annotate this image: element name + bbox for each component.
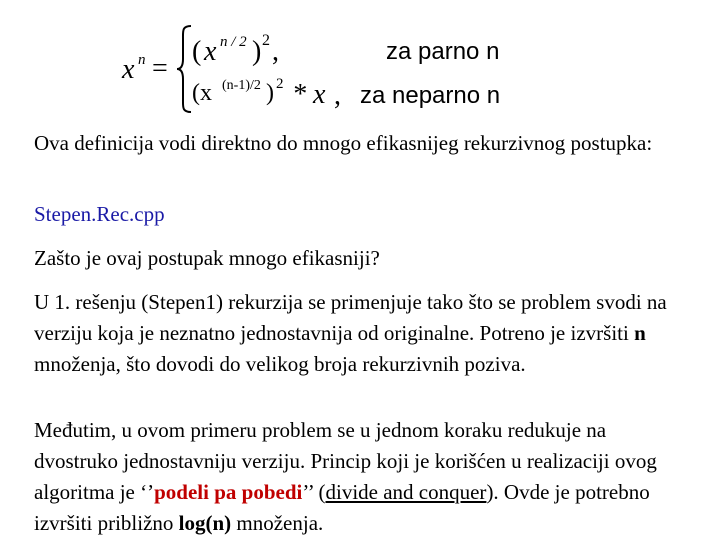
divide-conquer-tail: množenja. bbox=[231, 511, 324, 535]
case2-operator: * x bbox=[292, 79, 326, 110]
log-n-multiplications: log(n) bbox=[178, 511, 232, 535]
paragraph-question: Zašto je ovaj postupak mnogo efikasniji? bbox=[34, 246, 380, 270]
case1-close-paren: ) bbox=[252, 36, 262, 67]
source-file-link[interactable]: Stepen.Rec.cpp bbox=[34, 202, 165, 226]
n-multiplications: n bbox=[634, 321, 646, 345]
case2-condition: za neparno n bbox=[360, 82, 501, 109]
formula-equals: = bbox=[152, 53, 168, 84]
curly-brace bbox=[176, 25, 192, 113]
divide-conquer-term: podeli pa pobedi bbox=[154, 480, 303, 504]
case1-exponent: n / 2 bbox=[220, 34, 247, 50]
case1-base: x bbox=[204, 36, 217, 67]
paragraph-divide-conquer bbox=[34, 415, 694, 539]
case2-comma: , bbox=[334, 80, 341, 111]
case1-open-paren: ( bbox=[192, 36, 202, 67]
case2-exponent: (n-1)/2 bbox=[222, 78, 261, 93]
paragraph-link bbox=[34, 199, 694, 230]
case1-power: 2 bbox=[262, 32, 270, 49]
case2-open-paren: (x bbox=[192, 80, 212, 106]
paragraph-first-solution bbox=[34, 287, 694, 380]
paragraph-intro: Ova definicija vodi direktno do mnogo efikasnijeg rekurzivnog postupka: bbox=[34, 131, 653, 155]
formula-lhs-exponent: n bbox=[138, 52, 146, 68]
case1-comma: , bbox=[272, 36, 279, 67]
divide-conquer-middle: ). Ovde je potrebno izvršiti približno bbox=[34, 480, 650, 535]
case2-power: 2 bbox=[276, 76, 284, 92]
divide-and-conquer-english: divide and conquer bbox=[325, 480, 487, 504]
first-solution-text: U 1. rešenju (Stepen1) rekurzija se primenjuje tako što se problem svodi na verziju koja je neznatno jednostavnija od originalne. Potreno je izvršiti bbox=[34, 290, 667, 345]
case1-condition: za parno n bbox=[386, 38, 500, 65]
case2-close-paren: ) bbox=[266, 80, 274, 106]
power-formula bbox=[0, 0, 720, 120]
quote-close: ’’ ( bbox=[302, 480, 326, 504]
formula-lhs-base: x bbox=[122, 54, 135, 85]
first-solution-tail: množenja, što dovodi do velikog broja rekurzivnih poziva. bbox=[34, 352, 526, 376]
divide-conquer-text: Međutim, u ovom primeru problem se u jednom koraku redukuje na dvostruko jednostavniju verziju. Princip koji je korišćen u realizaciji ovog algoritma je ‘’ bbox=[34, 418, 657, 504]
